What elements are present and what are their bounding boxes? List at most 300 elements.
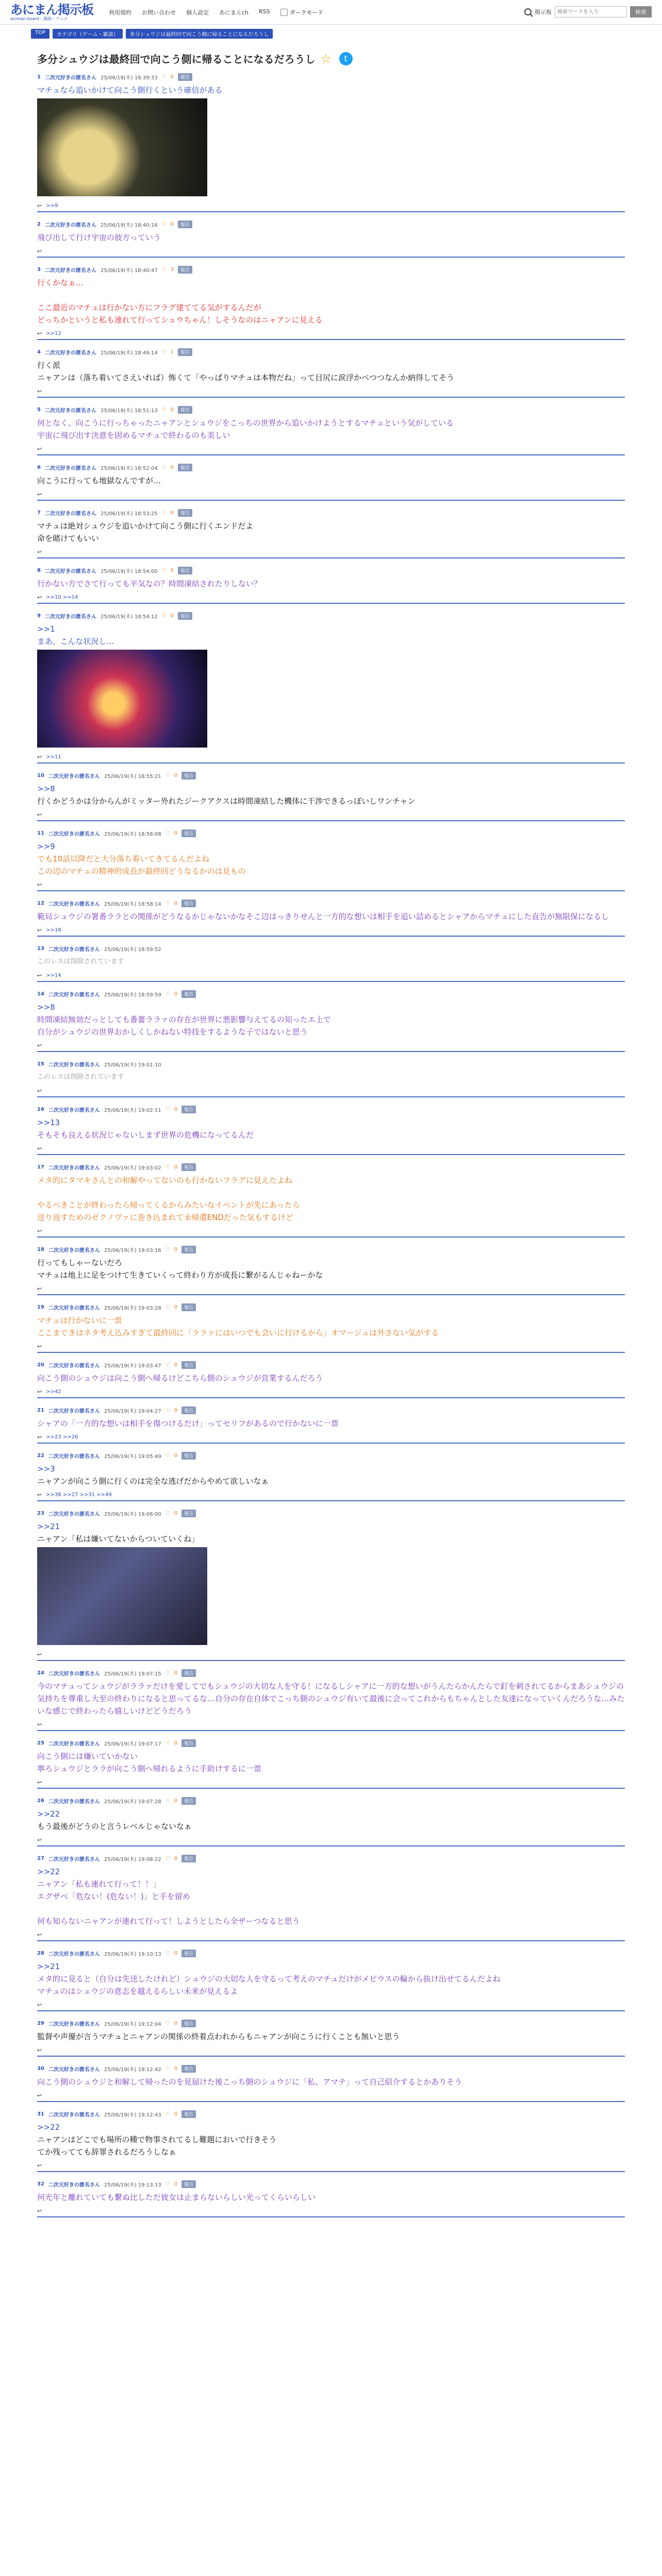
post-number[interactable]: 2 <box>37 222 41 227</box>
heart-icon[interactable]: ♡ <box>165 1511 170 1516</box>
like-count: 0 <box>174 1247 178 1252</box>
heart-icon[interactable]: ♡ <box>165 1453 170 1459</box>
breadcrumb <box>0 25 662 43</box>
post-author: 二次元好きの匿名さん <box>48 1952 100 1957</box>
post-body <box>37 1679 625 1720</box>
post-body <box>37 83 625 201</box>
post-number[interactable]: 9 <box>37 613 41 619</box>
post-number[interactable]: 1 <box>37 74 41 80</box>
reply-icon[interactable]: ↩ <box>37 1228 42 1234</box>
post-date: 25/06/19(木) 18:58:08 <box>104 832 161 837</box>
like-count: 0 <box>174 1670 178 1676</box>
post-footer <box>37 548 625 557</box>
reply-icon[interactable]: ↩ <box>37 2162 42 2169</box>
reply-icon[interactable]: ↩ <box>37 446 42 452</box>
post <box>37 1058 625 1097</box>
heart-icon[interactable]: ♡ <box>165 2021 170 2026</box>
post-body <box>37 1115 625 1144</box>
reply-icon[interactable]: ↩ <box>37 754 42 760</box>
report-button[interactable]: 報告 <box>178 73 192 81</box>
reply-icon[interactable]: ↩ <box>37 1492 42 1498</box>
post-date: 25/06/19(木) 19:13:13 <box>104 2182 161 2188</box>
post <box>37 462 625 501</box>
post-author: 二次元好きの匿名さん <box>48 1741 100 1747</box>
post-number[interactable]: 10 <box>37 773 44 778</box>
post-line: 送り返すためのゼクノヴァに巻き込まれて未帰還ENDだった気もするけど <box>37 1213 293 1222</box>
nav-item[interactable]: 利用規約 <box>109 9 131 16</box>
logo-text: あにまん掲示板 <box>10 2 93 17</box>
post-line[interactable]: >>21 <box>37 1962 60 1971</box>
reply-icon[interactable]: ↩ <box>37 2002 42 2008</box>
like-count: 1 <box>170 349 174 355</box>
breadcrumb-top[interactable]: TOP <box>31 29 49 39</box>
post-number[interactable]: 4 <box>37 349 41 355</box>
heart-icon[interactable]: ♡ <box>165 1408 170 1413</box>
post-footer <box>37 1342 625 1352</box>
post-line: 自分がシュウジの世界おかしくしかねない特技をするような子ではないと思う <box>37 1027 308 1037</box>
reply-icon[interactable]: ↩ <box>37 2208 42 2214</box>
post-line: 行かない方でさて行っても平気なの？時間凍結されたりしない？ <box>37 579 262 588</box>
report-button[interactable]: 報告 <box>178 567 192 574</box>
post-body <box>37 1313 625 1342</box>
reply-links[interactable]: >>12 <box>46 331 61 336</box>
post-author: 二次元好きの匿名さん <box>44 268 96 274</box>
post-author: 二次元好きの匿名さん <box>44 614 96 620</box>
post-number[interactable]: 21 <box>37 1408 44 1413</box>
post-date: 25/06/19(木) 19:07:17 <box>104 1741 161 1747</box>
heart-icon[interactable]: ♡ <box>165 2066 170 2072</box>
like-count: 0 <box>170 407 174 413</box>
dark-mode-toggle[interactable] <box>280 8 324 16</box>
post-author: 二次元好きの匿名さん <box>44 223 96 228</box>
heart-icon[interactable]: ♡ <box>165 2181 170 2187</box>
post-footer <box>37 2091 625 2101</box>
post-line: マチュなら追いかけて向こう側行くという確信がある <box>37 86 223 95</box>
post-line: 行ってもしゃーないだろ <box>37 1258 123 1267</box>
post-number[interactable]: 17 <box>37 1164 44 1170</box>
post-header <box>37 1058 625 1070</box>
report-button[interactable]: 報告 <box>181 1246 196 1253</box>
post-footer <box>37 490 625 500</box>
post-author: 二次元好きの匿名さん <box>48 2067 100 2073</box>
reply-icon[interactable]: ↩ <box>37 927 42 934</box>
post-footer <box>37 1720 625 1730</box>
search-icon <box>524 8 532 15</box>
post-header <box>37 897 625 909</box>
post-date: 25/06/19(木) 19:06:00 <box>104 1512 161 1517</box>
reply-icon[interactable]: ↩ <box>37 1388 42 1395</box>
post-line[interactable]: >>8 <box>37 784 55 793</box>
like-count: 0 <box>174 831 178 836</box>
report-button[interactable]: 報告 <box>178 406 192 414</box>
post-body <box>37 276 625 329</box>
report-button[interactable]: 報告 <box>181 2020 196 2027</box>
post-image[interactable] <box>37 650 207 748</box>
heart-icon[interactable]: ♡ <box>161 465 167 470</box>
heart-icon[interactable]: ♡ <box>165 1107 170 1112</box>
post-number[interactable]: 11 <box>37 831 44 836</box>
heart-icon[interactable]: ♡ <box>165 1740 170 1746</box>
breadcrumb-thread[interactable]: 多分シュウジは最終回で向こう側に帰ることになるだろうし <box>126 29 273 39</box>
post <box>37 2178 625 2217</box>
post-footer <box>37 971 625 981</box>
post-footer <box>37 926 625 936</box>
heart-icon[interactable]: ♡ <box>165 1670 170 1676</box>
reply-icon[interactable]: ↩ <box>37 972 42 979</box>
report-button[interactable]: 報告 <box>181 829 196 837</box>
post-line[interactable]: >>22 <box>37 2123 60 2132</box>
post-number[interactable]: 16 <box>37 1107 44 1112</box>
search-button[interactable]: 検索 <box>630 6 652 18</box>
reply-icon[interactable]: ↩ <box>37 594 42 601</box>
post <box>37 897 625 937</box>
nav-item[interactable]: RSS <box>259 8 270 15</box>
heart-icon[interactable]: ♡ <box>161 407 167 413</box>
reply-icon[interactable]: ↩ <box>37 1721 42 1728</box>
post-date: 25/06/19(木) 19:02:11 <box>104 1108 161 1113</box>
report-button[interactable]: 報告 <box>178 464 192 471</box>
post <box>37 565 625 604</box>
reply-icon[interactable]: ↩ <box>37 491 42 498</box>
reply-links[interactable]: >>16 <box>46 927 61 933</box>
post-number[interactable]: 27 <box>37 1856 44 1861</box>
post-body <box>37 358 625 387</box>
post-header <box>37 1404 625 1416</box>
post-number[interactable]: 8 <box>37 568 41 573</box>
search-input[interactable] <box>555 6 627 18</box>
post-footer <box>37 1650 625 1660</box>
post-number[interactable]: 3 <box>37 267 41 273</box>
reply-icon[interactable]: ↩ <box>37 330 42 337</box>
reply-icon[interactable]: ↩ <box>37 1651 42 1658</box>
post-number[interactable]: 18 <box>37 1247 44 1252</box>
post-line: 行くかどうかは分からんがミッター外れたジークアクスは時間凍結した機体に干渉できるっぽいしワンチャン <box>37 796 416 806</box>
like-count: 0 <box>174 1304 178 1310</box>
post-body <box>37 1070 625 1087</box>
search-scope-label[interactable]: 掲示板 <box>535 9 552 15</box>
post-header <box>37 1737 625 1749</box>
post-date: 25/06/19(木) 18:52:04 <box>100 466 158 471</box>
reply-icon[interactable]: ↩ <box>37 1779 42 1786</box>
thread-title-row <box>27 43 635 71</box>
post-number[interactable]: 32 <box>37 2181 44 2187</box>
post-number[interactable]: 14 <box>37 991 44 997</box>
heart-icon[interactable]: ♡ <box>165 1304 170 1310</box>
report-button[interactable]: 報告 <box>181 2065 196 2073</box>
post-line: 向こうに行っても地獄なんですが… <box>37 476 161 485</box>
post-number[interactable]: 13 <box>37 946 44 952</box>
post-author: 二次元好きの匿名さん <box>48 1409 100 1414</box>
like-count: 0 <box>174 1511 178 1516</box>
post-number[interactable]: 5 <box>37 407 41 413</box>
post-footer <box>37 1144 625 1154</box>
post-line: ニャアンが向こう側に行くのは完全な逃げだからやめて欲しいなぁ <box>37 1477 269 1486</box>
reply-icon[interactable]: ↩ <box>37 2047 42 2054</box>
reply-icon[interactable]: ↩ <box>37 1088 42 1094</box>
post-line: 寧ろシュウジとララが向こう側へ帰れるように手助けするに一票 <box>37 1764 261 1773</box>
post-body <box>37 1173 625 1227</box>
twitter-share-icon[interactable]: t <box>339 52 353 65</box>
post-author: 二次元好きの匿名さん <box>48 1363 100 1369</box>
search-bar <box>524 6 652 18</box>
post-header <box>37 1507 625 1519</box>
heart-icon[interactable]: ♡ <box>161 568 167 573</box>
dark-mode-checkbox[interactable] <box>280 9 288 16</box>
post <box>37 1795 625 1846</box>
post-number[interactable]: 26 <box>37 1798 44 1804</box>
heart-icon[interactable]: ♡ <box>165 991 170 997</box>
post-header <box>37 2018 625 2029</box>
heart-icon[interactable]: ♡ <box>165 1856 170 1861</box>
post-body <box>37 1000 625 1041</box>
heart-icon[interactable]: ♡ <box>161 510 167 516</box>
reply-icon[interactable]: ↩ <box>37 549 42 555</box>
report-button[interactable]: 報告 <box>181 1950 196 1957</box>
heart-icon[interactable]: ♡ <box>165 1164 170 1170</box>
post-image[interactable] <box>37 1547 207 1645</box>
like-count: 0 <box>170 613 174 619</box>
post-author: 二次元好きの匿名さん <box>48 992 100 998</box>
post-number[interactable]: 19 <box>37 1304 44 1310</box>
post-number[interactable]: 24 <box>37 1670 44 1676</box>
reply-links[interactable]: >>38 >>27 >>31 >>49 <box>46 1492 112 1498</box>
reply-icon[interactable]: ↩ <box>37 811 42 818</box>
post-footer <box>37 1930 625 1940</box>
heart-icon[interactable]: ♡ <box>165 773 170 778</box>
post <box>37 1104 625 1155</box>
post-line[interactable]: >>3 <box>37 1464 55 1473</box>
post-date: 25/06/19(木) 18:59:52 <box>104 947 161 953</box>
post-line[interactable]: >>21 <box>37 1522 60 1531</box>
report-button[interactable]: 報告 <box>181 900 196 907</box>
post-line: このレスは削除されています <box>37 1073 124 1081</box>
post-line[interactable]: >>1 <box>37 624 55 634</box>
post-number[interactable]: 6 <box>37 465 41 470</box>
post-date: 25/06/19(木) 19:03:28 <box>104 1306 161 1311</box>
post-date: 25/06/19(木) 18:51:13 <box>100 408 158 414</box>
post-number[interactable]: 12 <box>37 901 44 906</box>
reply-links[interactable]: >>9 <box>46 203 58 209</box>
post-body <box>37 519 625 548</box>
post-body <box>37 1519 625 1650</box>
report-button[interactable]: 報告 <box>181 2110 196 2118</box>
reply-icon[interactable]: ↩ <box>37 1837 42 1843</box>
post-header <box>37 71 625 83</box>
post-line[interactable]: >>13 <box>37 1118 60 1127</box>
post <box>37 1404 625 1444</box>
post-author: 二次元好きの匿名さん <box>48 902 100 907</box>
nav-item[interactable]: 個人設定 <box>186 9 209 16</box>
post <box>37 1507 625 1661</box>
post-line: もう最後がどうのと言うレベルじゃないなぁ <box>37 1822 192 1831</box>
post <box>37 1301 625 1353</box>
site-logo[interactable] <box>10 4 93 21</box>
nav-item[interactable]: お問い合わせ <box>142 9 176 16</box>
reply-links[interactable]: >>42 <box>46 1389 61 1395</box>
post-header <box>37 1359 625 1371</box>
post-line <box>37 1903 625 1915</box>
like-count: 0 <box>174 2021 178 2026</box>
post-number[interactable]: 29 <box>37 2021 44 2026</box>
post-author: 二次元好きの匿名さん <box>44 511 96 517</box>
post-footer <box>37 1490 625 1500</box>
report-button[interactable]: 報告 <box>181 1361 196 1369</box>
post-number[interactable]: 22 <box>37 1453 44 1459</box>
breadcrumb-category[interactable]: カテゴリ（ゲーム・雑談） <box>53 29 123 39</box>
post-line: てか残ってても辞罪されるだろうしなぁ <box>37 2147 177 2157</box>
reply-icon[interactable]: ↩ <box>37 388 42 395</box>
post <box>37 1359 625 1398</box>
report-button[interactable]: 報告 <box>181 772 196 779</box>
report-button[interactable]: 報告 <box>181 1452 196 1460</box>
post-image[interactable] <box>37 98 207 196</box>
post <box>37 218 625 258</box>
heart-icon[interactable]: ♡ <box>165 2111 170 2117</box>
post-number[interactable]: 31 <box>37 2111 44 2117</box>
report-button[interactable]: 報告 <box>181 1669 196 1677</box>
heart-icon[interactable]: ♡ <box>161 613 167 619</box>
post-header <box>37 770 625 782</box>
report-button[interactable]: 報告 <box>181 1163 196 1171</box>
reply-icon[interactable]: ↩ <box>37 1343 42 1350</box>
report-button[interactable]: 報告 <box>178 612 192 620</box>
reply-icon[interactable]: ↩ <box>37 882 42 888</box>
post-line: ニャアン「私は嫌いてないからついていくね」 <box>37 1534 200 1544</box>
post-footer <box>37 2046 625 2056</box>
reply-icon[interactable]: ↩ <box>37 1931 42 1938</box>
post-line[interactable]: >>22 <box>37 1809 60 1819</box>
heart-icon[interactable]: ♡ <box>161 267 167 273</box>
post-author: 二次元好きの匿名さん <box>48 1454 100 1460</box>
post-number[interactable]: 28 <box>37 1951 44 1956</box>
post-number[interactable]: 15 <box>37 1061 44 1067</box>
post-line[interactable]: >>9 <box>37 842 55 851</box>
heart-icon[interactable]: ♡ <box>161 349 167 355</box>
post-body <box>37 473 625 490</box>
post-line: 宇宙に飛び出す決意を固めるマチュで終わるのも美しい <box>37 431 230 440</box>
like-count: 0 <box>174 1408 178 1413</box>
post-body <box>37 782 625 810</box>
reply-icon[interactable]: ↩ <box>37 1434 42 1440</box>
reply-icon[interactable]: ↩ <box>37 1285 42 1292</box>
post-header <box>37 943 625 955</box>
report-button[interactable]: 報告 <box>181 1797 196 1805</box>
report-button[interactable]: 報告 <box>178 221 192 228</box>
reply-icon[interactable]: ↩ <box>37 1145 42 1152</box>
report-button[interactable]: 報告 <box>181 1739 196 1747</box>
page-title: 多分シュウジは最終回で向こう側に帰ることになるだろうし <box>37 53 316 65</box>
post-number[interactable]: 30 <box>37 2066 44 2072</box>
report-button[interactable]: 報告 <box>178 266 192 274</box>
reply-icon[interactable]: ↩ <box>37 248 42 255</box>
post-author: 二次元好きの匿名さん <box>44 350 96 356</box>
thread-main <box>27 43 635 2217</box>
report-button[interactable]: 報告 <box>181 1303 196 1311</box>
reply-links[interactable]: >>23 >>26 <box>46 1434 78 1440</box>
post-body <box>37 1371 625 1387</box>
post-date: 25/06/19(木) 19:07:15 <box>104 1671 161 1677</box>
post <box>37 988 625 1052</box>
post-number[interactable]: 25 <box>37 1740 44 1746</box>
dark-mode-label: ダークモード <box>289 9 324 16</box>
heart-icon[interactable]: ♡ <box>165 901 170 906</box>
post-date: 25/06/19(木) 18:40:16 <box>100 223 158 228</box>
post-author: 二次元好きの匿名さん <box>48 2112 100 2118</box>
post-line[interactable]: >>8 <box>37 1003 55 1012</box>
post-footer <box>37 1778 625 1788</box>
post-footer <box>37 201 625 211</box>
reply-links[interactable]: >>10 >>14 <box>46 595 78 600</box>
reply-icon[interactable]: ↩ <box>37 2092 42 2099</box>
heart-icon[interactable]: ♡ <box>161 222 167 227</box>
report-button[interactable]: 報告 <box>181 1406 196 1414</box>
report-button[interactable]: 報告 <box>181 990 196 998</box>
post-author: 二次元好きの匿名さん <box>48 2022 100 2027</box>
post-date: 25/06/19(木) 19:12:42 <box>104 2067 161 2073</box>
heart-icon[interactable]: ♡ <box>165 1798 170 1804</box>
like-count: 0 <box>174 1453 178 1459</box>
post-date: 25/06/19(木) 18:58:14 <box>104 902 161 907</box>
report-button[interactable]: 報告 <box>181 2180 196 2188</box>
post-header <box>37 610 625 622</box>
post-header <box>37 1161 625 1173</box>
post <box>37 1737 625 1789</box>
post-line: でも10話以降だと大分落ち着いてきてるんだよね <box>37 854 210 863</box>
post <box>37 2018 625 2057</box>
heart-icon[interactable]: ♡ <box>165 831 170 836</box>
like-count: 0 <box>170 465 174 470</box>
post-body <box>37 1256 625 1284</box>
post-line: メタ的に見ると（自分は先送したけれど）シュウジの大切な人を守るって考えのマチュだけがメビウスの輪から抜け出せてるんだよね <box>37 1974 501 1984</box>
post-author: 二次元好きの匿名さん <box>48 1306 100 1311</box>
nav-item[interactable]: あにまんch <box>219 9 249 16</box>
favorite-star-icon[interactable]: ☆ <box>320 51 332 66</box>
post-number[interactable]: 23 <box>37 1511 44 1516</box>
report-button[interactable]: 報告 <box>178 509 192 517</box>
like-count: 0 <box>170 222 174 227</box>
heart-icon[interactable]: ♡ <box>161 74 167 80</box>
report-button[interactable]: 報告 <box>181 1106 196 1113</box>
post-line[interactable]: >>22 <box>37 1867 60 1876</box>
heart-icon[interactable]: ♡ <box>165 1247 170 1252</box>
post-body <box>37 955 625 971</box>
post-number[interactable]: 20 <box>37 1362 44 1368</box>
reply-links[interactable]: >>14 <box>46 973 61 978</box>
like-count: 0 <box>170 74 174 80</box>
post-body <box>37 1807 625 1836</box>
post-header <box>37 264 625 276</box>
post-footer <box>37 880 625 890</box>
reply-icon[interactable]: ↩ <box>37 1042 42 1049</box>
post-author: 二次元好きの匿名さん <box>48 1248 100 1253</box>
report-button[interactable]: 報告 <box>181 1510 196 1517</box>
post-date: 25/06/19(木) 19:03:02 <box>104 1165 161 1171</box>
heart-icon[interactable]: ♡ <box>165 1951 170 1956</box>
post-date: 25/06/19(木) 19:05:49 <box>104 1454 161 1460</box>
like-count: 0 <box>174 991 178 997</box>
report-button[interactable]: 報告 <box>178 348 192 356</box>
post-line <box>37 289 625 301</box>
report-button[interactable]: 報告 <box>181 1855 196 1862</box>
post-date: 25/06/19(木) 18:55:21 <box>104 774 161 779</box>
post-footer <box>37 329 625 339</box>
post-line: まあ、こんな状況し… <box>37 637 114 646</box>
post-number[interactable]: 7 <box>37 510 41 516</box>
post-author: 二次元好きの匿名さん <box>48 1165 100 1171</box>
heart-icon[interactable]: ♡ <box>165 1362 170 1368</box>
reply-links[interactable]: >>11 <box>46 754 61 760</box>
reply-icon[interactable]: ↩ <box>37 202 42 209</box>
